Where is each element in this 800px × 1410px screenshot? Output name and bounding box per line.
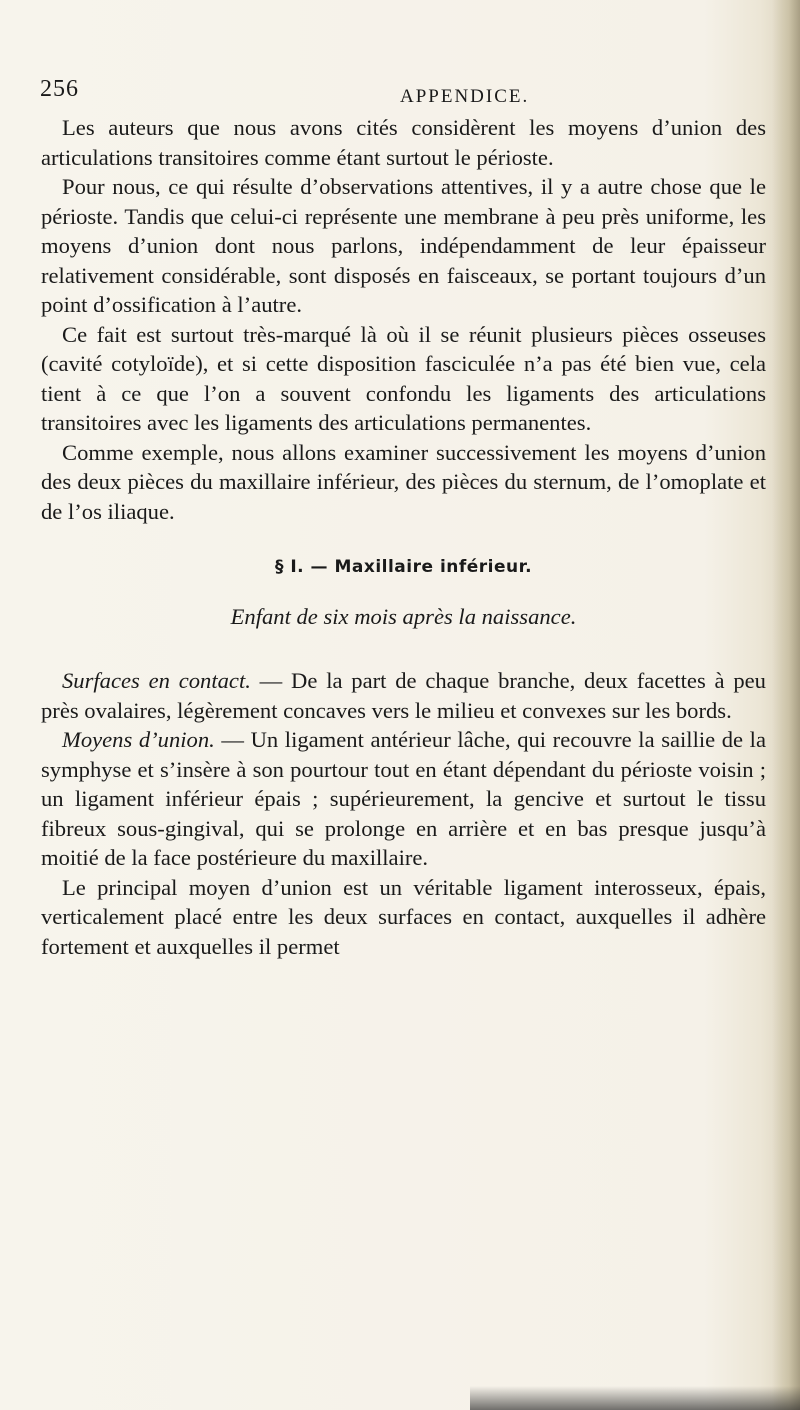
paragraph-comme-exemple: Comme exemple, nous allons examiner successivement les moyens d’union des deux pièces du maxillaire inférieur, des pièces du sternum, de l’omoplate et de l’os iliaque. bbox=[41, 439, 766, 524]
paragraph-auteurs: Les auteurs que nous avons cités considèrent les moyens d’union des articulations transitoires comme étant surtout le périoste. bbox=[41, 115, 766, 170]
bottom-edge-shadow bbox=[470, 1386, 800, 1410]
moyens-text: — Un ligament antérieur lâche, qui recouvre la saillie de la symphyse et s’insère à son pourtour tout en étant dépendant du périoste voisin ; un ligament inférieur épais ; supérieurement, la gencive et surtout le tissu fibreux sous-gingival, qui se prolonge en arrière et en bas presque jusqu’à moitié de la face postérieure du maxillaire. bbox=[41, 727, 766, 870]
moyens-label: Moyens d’union. bbox=[62, 727, 215, 752]
paragraph-pour-nous: Pour nous, ce qui résulte d’observations attentives, il y a autre chose que le périoste. Tandis que celui-ci représente une membrane à peu près uniforme, les moyens d’union dont nous parlons, indépendamment de leur épaisseur relativement considérable, sont disposés en faisceaux, se portant toujours d’un point d’ossification à l’autre. bbox=[41, 174, 766, 317]
paragraph-ce-fait: Ce fait est surtout très-marqué là où il se réunit plusieurs pièces osseuses (cavité cotyloïde), et si cette disposition fasciculée n’a pas été bien vue, cela tient à ce que l’on a souvent confondu les ligaments des articulations transitoires avec les ligaments des articulations permanentes. bbox=[41, 321, 766, 435]
body-text bbox=[41, 113, 766, 961]
section-subheading: Enfant de six mois après la naissance. bbox=[230, 604, 577, 629]
paragraph-moyens bbox=[41, 725, 766, 873]
page-number: 256 bbox=[40, 76, 79, 102]
page-edge-shading bbox=[772, 0, 800, 1410]
surfaces-label: Surfaces en contact. bbox=[62, 668, 251, 693]
paragraph-surfaces bbox=[41, 666, 766, 725]
paragraph-principal: Le principal moyen d’union est un véritable ligament interosseux, épais, verticalement placé entre les deux surfaces en contact, auxquelles il adhère fortement et auxquelles il permet bbox=[41, 874, 766, 959]
section-heading: § I. — Maxillaire inférieur. bbox=[274, 557, 533, 577]
surfaces-text: — De la part de chaque branche, deux facettes à peu près ovalaires, légèrement concaves vers le milieu et convexes sur les bords. bbox=[41, 668, 766, 723]
running-head: APPENDICE. bbox=[400, 86, 530, 107]
